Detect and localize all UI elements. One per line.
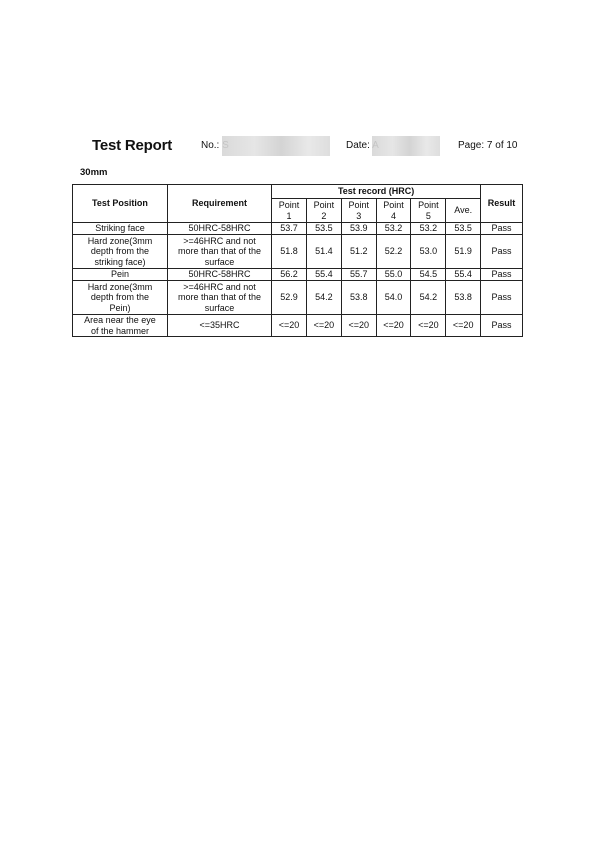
cell-test-position-line: striking face) — [94, 256, 146, 267]
cell-point-3: 51.2 — [341, 235, 376, 269]
header-point-1-word: Point — [278, 200, 300, 210]
table-row — [73, 315, 523, 337]
cell-requirement-line: 50HRC-58HRC — [188, 223, 251, 234]
cell-point-3: 55.7 — [341, 269, 376, 281]
cell-point-2: <=20 — [306, 315, 341, 337]
cell-point-1: 53.7 — [272, 223, 307, 235]
cell-requirement-line: <=35HRC — [199, 320, 240, 331]
cell-average: 51.9 — [446, 235, 481, 269]
report-number-label: No.: — [201, 140, 223, 151]
header-result: Result — [481, 185, 523, 223]
cell-requirement-line: surface — [204, 256, 235, 267]
cell-requirement-line: >=46HRC and not — [183, 281, 256, 292]
hardness-test-table — [72, 184, 523, 337]
cell-average: 53.8 — [446, 281, 481, 315]
section-title: 30mm — [80, 167, 108, 178]
header-point-5 — [411, 199, 446, 223]
table-row — [73, 223, 523, 235]
cell-point-1: <=20 — [272, 315, 307, 337]
cell-result: Pass — [481, 269, 523, 281]
cell-test-position — [73, 315, 168, 337]
header-point-1 — [272, 199, 307, 223]
cell-requirement — [167, 281, 271, 315]
report-header — [0, 136, 600, 158]
cell-point-3: 53.8 — [341, 281, 376, 315]
cell-point-2: 54.2 — [306, 281, 341, 315]
cell-requirement-line: surface — [204, 302, 235, 313]
cell-test-position-line: of the hammer — [90, 325, 149, 336]
cell-test-position-line: Area near the eye — [84, 315, 156, 325]
header-point-2-number: 2 — [321, 210, 327, 221]
header-point-2-word: Point — [313, 200, 335, 210]
cell-point-5: 54.5 — [411, 269, 446, 281]
cell-point-4: 55.0 — [376, 269, 411, 281]
cell-requirement-line: >=46HRC and not — [183, 235, 256, 246]
cell-test-position-line: Pein) — [109, 302, 131, 313]
header-requirement: Requirement — [167, 185, 271, 223]
header-test-record: Test record (HRC) — [272, 185, 481, 199]
header-point-3-word: Point — [348, 200, 369, 210]
header-point-5-word: Point — [418, 200, 439, 210]
cell-point-4: 54.0 — [376, 281, 411, 315]
cell-point-3: <=20 — [341, 315, 376, 337]
cell-average: 53.5 — [446, 223, 481, 235]
report-table-body — [73, 223, 523, 337]
cell-requirement — [167, 269, 271, 281]
cell-requirement-line: more than that of the — [177, 246, 262, 257]
cell-test-position-line: Hard zone(3mm — [87, 281, 153, 292]
header-point-4 — [376, 199, 411, 223]
cell-requirement-line: 50HRC-58HRC — [188, 269, 251, 280]
cell-point-5: <=20 — [411, 315, 446, 337]
cell-result: Pass — [481, 235, 523, 269]
cell-test-position-line: Pein — [110, 269, 129, 280]
header-point-3 — [341, 199, 376, 223]
cell-point-5: 54.2 — [411, 281, 446, 315]
cell-result: Pass — [481, 315, 523, 337]
page-number: Page: 7 of 10 — [458, 140, 518, 151]
cell-test-position — [73, 235, 168, 269]
cell-point-3: 53.9 — [341, 223, 376, 235]
cell-test-position-line: Hard zone(3mm — [87, 235, 153, 246]
cell-test-position-line: depth from the — [90, 246, 149, 257]
header-point-4-word: Point — [383, 200, 404, 210]
cell-point-4: 53.2 — [376, 223, 411, 235]
cell-test-position — [73, 223, 168, 235]
redacted-report-date — [372, 136, 440, 156]
cell-requirement — [167, 223, 271, 235]
cell-point-1: 56.2 — [272, 269, 307, 281]
report-title: Test Report — [92, 137, 173, 154]
cell-result: Pass — [481, 281, 523, 315]
cell-requirement — [167, 235, 271, 269]
cell-test-position — [73, 281, 168, 315]
header-point-3-number: 3 — [356, 210, 362, 221]
table-row — [73, 269, 523, 281]
cell-requirement — [167, 315, 271, 337]
cell-point-1: 52.9 — [272, 281, 307, 315]
cell-point-2: 55.4 — [306, 269, 341, 281]
table-row — [73, 281, 523, 315]
header-point-1-number: 1 — [286, 210, 292, 221]
cell-point-5: 53.2 — [411, 223, 446, 235]
cell-point-2: 53.5 — [306, 223, 341, 235]
cell-point-4: 52.2 — [376, 235, 411, 269]
table-row — [73, 235, 523, 269]
header-test-position: Test Position — [73, 185, 168, 223]
cell-requirement-line: more than that of the — [177, 292, 262, 303]
header-average: Ave. — [446, 199, 481, 223]
header-point-5-number: 5 — [425, 210, 431, 221]
cell-point-2: 51.4 — [306, 235, 341, 269]
cell-average: <=20 — [446, 315, 481, 337]
cell-result: Pass — [481, 223, 523, 235]
header-point-2 — [306, 199, 341, 223]
cell-test-position-line: Striking face — [95, 223, 145, 234]
header-point-4-number: 4 — [391, 210, 397, 221]
cell-point-1: 51.8 — [272, 235, 307, 269]
report-date-label: Date: — [346, 140, 373, 151]
cell-test-position-line: depth from the — [90, 292, 149, 303]
cell-average: 55.4 — [446, 269, 481, 281]
cell-test-position — [73, 269, 168, 281]
cell-point-5: 53.0 — [411, 235, 446, 269]
redacted-report-number — [222, 136, 330, 156]
cell-point-4: <=20 — [376, 315, 411, 337]
